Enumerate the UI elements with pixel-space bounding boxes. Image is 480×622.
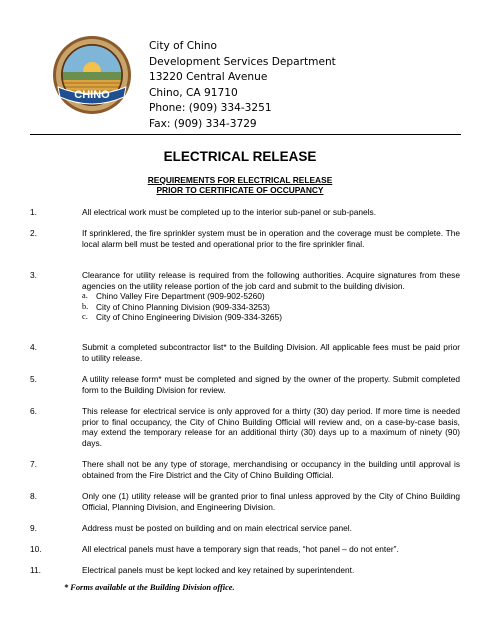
item-text: A utility release form* must be completed and signed by the owner of the property. Submit completed form to the Building Division for review. bbox=[82, 374, 460, 395]
item-number: 5. bbox=[30, 374, 37, 384]
item-text: All electrical work must be completed up to the interior sub-panel or sub-panels. bbox=[82, 207, 377, 217]
authority-text: Chino Valley Fire Department (909-902-5260) bbox=[96, 291, 265, 301]
item-number: 11. bbox=[30, 565, 41, 575]
item-number: 3. bbox=[30, 270, 37, 280]
item-number: 7. bbox=[30, 459, 37, 469]
address-line-city: City of Chino bbox=[149, 40, 217, 52]
item-text: Address must be posted on building and on main electrical service panel. bbox=[82, 523, 352, 533]
item-number: 8. bbox=[30, 491, 37, 501]
authority-item bbox=[82, 302, 460, 313]
item-text: Electrical panels must be kept locked and key retained by superintendent. bbox=[82, 565, 355, 575]
authority-item bbox=[82, 291, 460, 302]
header-divider bbox=[30, 134, 461, 135]
authority-letter: a. bbox=[82, 291, 88, 300]
address-line-department: Development Services Department bbox=[149, 55, 336, 68]
authority-list bbox=[82, 291, 460, 323]
document-subtitle bbox=[0, 175, 480, 195]
item-text: Clearance for utility release is required from the following authorities. Acquire signatures from these agencies on the utility release portion of the job card and submit to the building division. bbox=[82, 270, 460, 291]
authority-text: City of Chino Engineering Division (909-334-3265) bbox=[96, 312, 282, 322]
item-body bbox=[82, 270, 460, 323]
item-text: If sprinklered, the fire sprinkler system must be in operation and the coverage must be complete. The local alarm bell must be tested and operational prior to the fire sprinkler final. bbox=[82, 228, 460, 249]
address-line-phone: Phone: (909) 334-3251 bbox=[149, 102, 272, 115]
subtitle-line-1: REQUIREMENTS FOR ELECTRICAL RELEASE bbox=[147, 175, 333, 185]
item-text: There shall not be any type of storage, merchandising or occupancy in the building until approval is obtained from the Fire District and the City of Chino Building Official. bbox=[82, 459, 460, 480]
authority-letter: c. bbox=[82, 312, 88, 321]
item-text: Only one (1) utility release will be granted prior to final unless approved by the City of Chino Building Official, Planning Division, and Engineering Division. bbox=[82, 491, 460, 512]
item-number: 9. bbox=[30, 523, 37, 533]
city-seal-logo bbox=[52, 35, 132, 115]
authority-item bbox=[82, 312, 460, 323]
document-title: ELECTRICAL RELEASE bbox=[163, 149, 317, 164]
forms-footnote: * Forms available at the Building Division office. bbox=[64, 583, 235, 592]
authority-text: City of Chino Planning Division (909-334-3253) bbox=[96, 301, 270, 312]
item-text: All electrical panels must have a temporary sign that reads, “hot panel – do not enter”. bbox=[82, 544, 399, 554]
authority-letter: b. bbox=[82, 301, 89, 311]
logo-wordmark: CHINO bbox=[74, 89, 110, 101]
item-number: 6. bbox=[30, 406, 37, 416]
item-text: Submit a completed subcontractor list* to the Building Division. All applicable fees must be paid prior to utility release. bbox=[82, 342, 460, 363]
item-number: 1. bbox=[30, 207, 37, 217]
address-line-city-state-zip: Chino, CA 91710 bbox=[149, 86, 238, 99]
item-number: 4. bbox=[30, 342, 37, 352]
address-line-fax: Fax: (909) 334-3729 bbox=[149, 117, 257, 130]
subtitle-line-2: PRIOR TO CERTIFICATE OF OCCUPANCY bbox=[156, 185, 324, 196]
item-text: This release for electrical service is only approved for a thirty (30) day period. If more time is needed prior to final occupancy, the City of Chino Building Official will review and, on a case-by-case basis, may extend the temporary release for an additional thirty (30) days up to a maximum of ninety (90) days. bbox=[82, 406, 460, 448]
item-number: 10. bbox=[30, 544, 42, 554]
address-line-street: 13220 Central Avenue bbox=[149, 71, 268, 84]
department-address bbox=[149, 39, 336, 133]
item-number: 2. bbox=[30, 228, 37, 238]
